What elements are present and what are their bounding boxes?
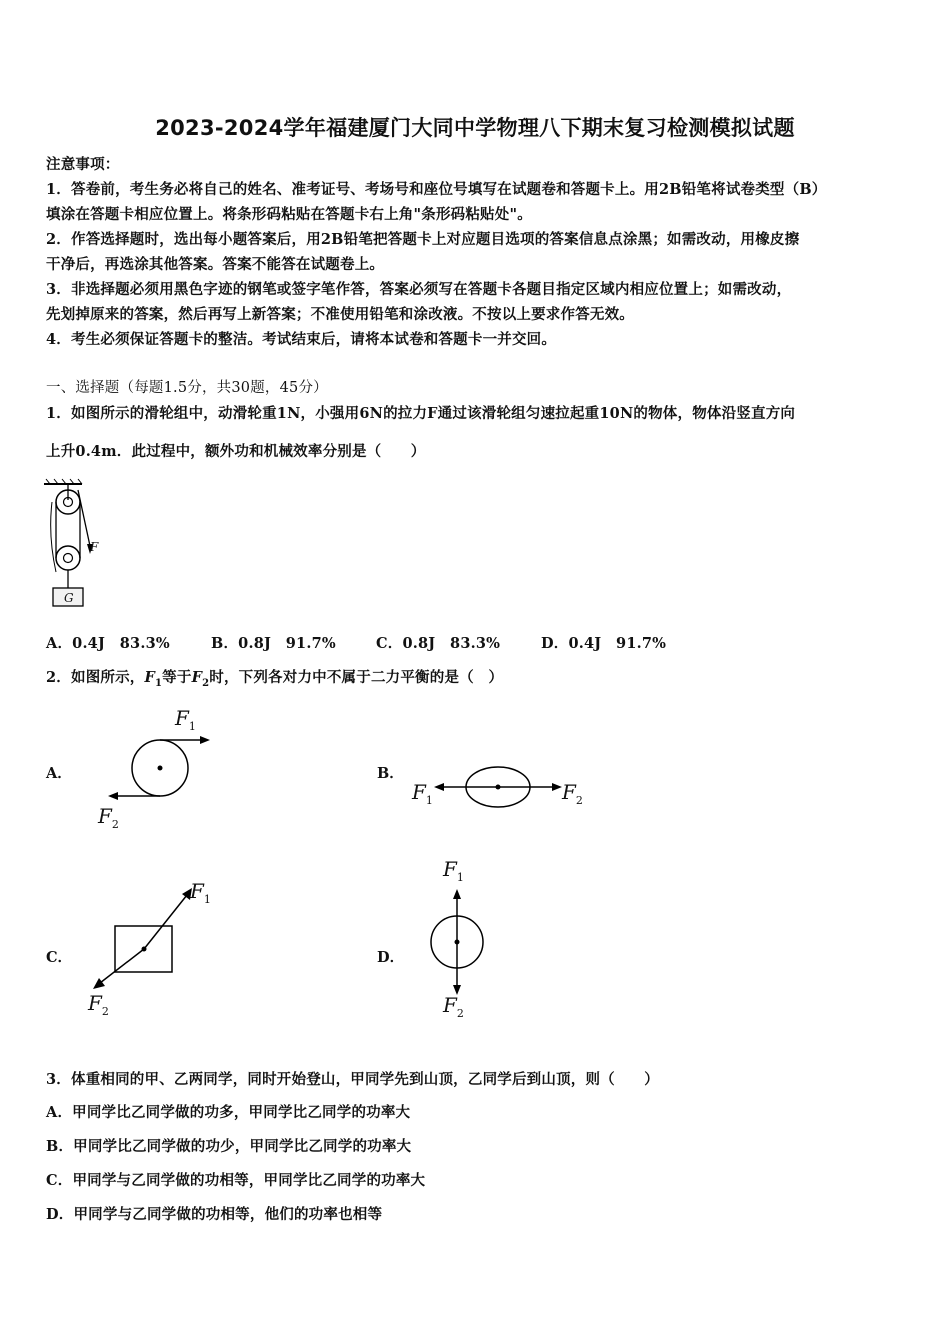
notice-line: 填涂在答题卡相应位置上。将条形码粘贴在答题卡右上角"条形码粘贴处"。 xyxy=(46,206,532,223)
force-letter: F xyxy=(88,991,102,1015)
option-a: A．0.4J 83.3% xyxy=(46,635,170,652)
force-label-f1 xyxy=(175,706,196,733)
force-sub: 1 xyxy=(188,720,196,733)
force-sub: 1 xyxy=(456,871,464,884)
force-f-label: F xyxy=(90,540,99,554)
section-heading: 一、选择题（每题1.5分，共30题，45分） xyxy=(46,380,328,396)
figure-d xyxy=(415,855,505,1030)
force-letter: F xyxy=(98,804,112,828)
force-label-f1 xyxy=(443,857,464,884)
force-sub: 1 xyxy=(425,794,433,807)
force-sub: 2 xyxy=(575,794,583,807)
force-sub: 1 xyxy=(203,893,211,906)
force-letter: F xyxy=(412,780,426,804)
force-letter: F xyxy=(443,993,457,1017)
question-2-stem xyxy=(46,666,503,689)
option-a: A．甲同学比乙同学做的功多，甲同学比乙同学的功率大 xyxy=(46,1104,411,1121)
notice-line: 1．答卷前，考生务必将自己的姓名、准考证号、考场号和座位号填写在试题卷和答题卡上。用2B铅笔将试卷类型（B） xyxy=(46,181,827,198)
force-letter: F xyxy=(443,857,457,881)
force-letter: F xyxy=(175,706,189,730)
option-c: C．0.8J 83.3% xyxy=(376,635,501,652)
force-letter: F xyxy=(562,780,576,804)
figure-a xyxy=(90,700,230,840)
force-label-f1 xyxy=(190,879,211,906)
f1-subscript: 1 xyxy=(155,677,163,689)
question-1-stem: 1．如图所示的滑轮组中，动滑轮重1N，小强用6N的拉力F通过该滑轮组匀速拉起重10N的物体，物体沿竖直方向 xyxy=(46,405,796,422)
figure-c xyxy=(80,875,230,1025)
notice-line: 3．非选择题必须用黑色字迹的钢笔或签字笔作答，答案必须写在答题卡各题目指定区域内相应位置上；如需改动， xyxy=(46,281,792,298)
option-d: D．甲同学与乙同学做的功相等，他们的功率也相等 xyxy=(46,1206,383,1223)
option-c-label: C． xyxy=(46,949,73,966)
force-label-f2 xyxy=(562,780,583,807)
option-a-label: A． xyxy=(46,765,72,782)
notice-line: 2．作答选择题时，选出每小题答案后，用2B铅笔把答题卡上对应题目选项的答案信息点涂黑；如需改动，用橡皮擦 xyxy=(46,231,800,248)
stem-pre: 2．如图所示， xyxy=(46,669,145,686)
stem-post: 时，下列各对力中不属于二力平衡的是（ ） xyxy=(209,669,504,686)
notice-line: 4．考生必须保证答题卡的整洁。考试结束后，请将本试卷和答题卡一并交回。 xyxy=(46,331,557,348)
figure-b xyxy=(410,750,590,820)
pulley-figure xyxy=(40,476,110,611)
option-c: C．甲同学与乙同学做的功相等，甲同学比乙同学的功率大 xyxy=(46,1172,426,1189)
notice-line: 先划掉原来的答案，然后再写上新答案；不准使用铅笔和涂改液。不按以上要求作答无效。 xyxy=(46,306,634,323)
page-title: 2023-2024学年福建厦门大同中学物理八下期末复习检测模拟试题 xyxy=(155,116,795,140)
f2-symbol: F xyxy=(191,669,203,686)
force-sub: 2 xyxy=(111,818,119,831)
force-label-f1 xyxy=(412,780,433,807)
force-label-f2 xyxy=(443,993,464,1020)
force-sub: 2 xyxy=(456,1007,464,1020)
force-sub: 2 xyxy=(101,1005,109,1018)
force-label-f2 xyxy=(88,991,109,1018)
f1-symbol: F xyxy=(144,669,155,686)
option-d-label: D． xyxy=(377,949,405,966)
stem-mid: 等于 xyxy=(162,669,192,686)
force-label-f2 xyxy=(98,804,119,831)
question-1-stem-cont: 上升0.4m．此过程中，额外功和机械效率分别是（ ） xyxy=(46,443,426,460)
force-letter: F xyxy=(190,879,204,903)
notice-line: 干净后，再选涂其他答案。答案不能答在试题卷上。 xyxy=(46,256,385,273)
option-d: D．0.4J 91.7% xyxy=(541,635,667,652)
f2-subscript: 2 xyxy=(202,677,210,689)
notice-heading: 注意事项： xyxy=(46,156,120,173)
option-b: B．甲同学比乙同学做的功少，甲同学比乙同学的功率大 xyxy=(46,1138,412,1155)
question-3-stem: 3．体重相同的甲、乙两同学，同时开始登山，甲同学先到山顶，乙同学后到山顶，则（ ） xyxy=(46,1071,659,1088)
option-b: B．0.8J 91.7% xyxy=(211,635,336,652)
option-b-label: B． xyxy=(377,765,404,782)
weight-g-label: G xyxy=(64,591,74,605)
